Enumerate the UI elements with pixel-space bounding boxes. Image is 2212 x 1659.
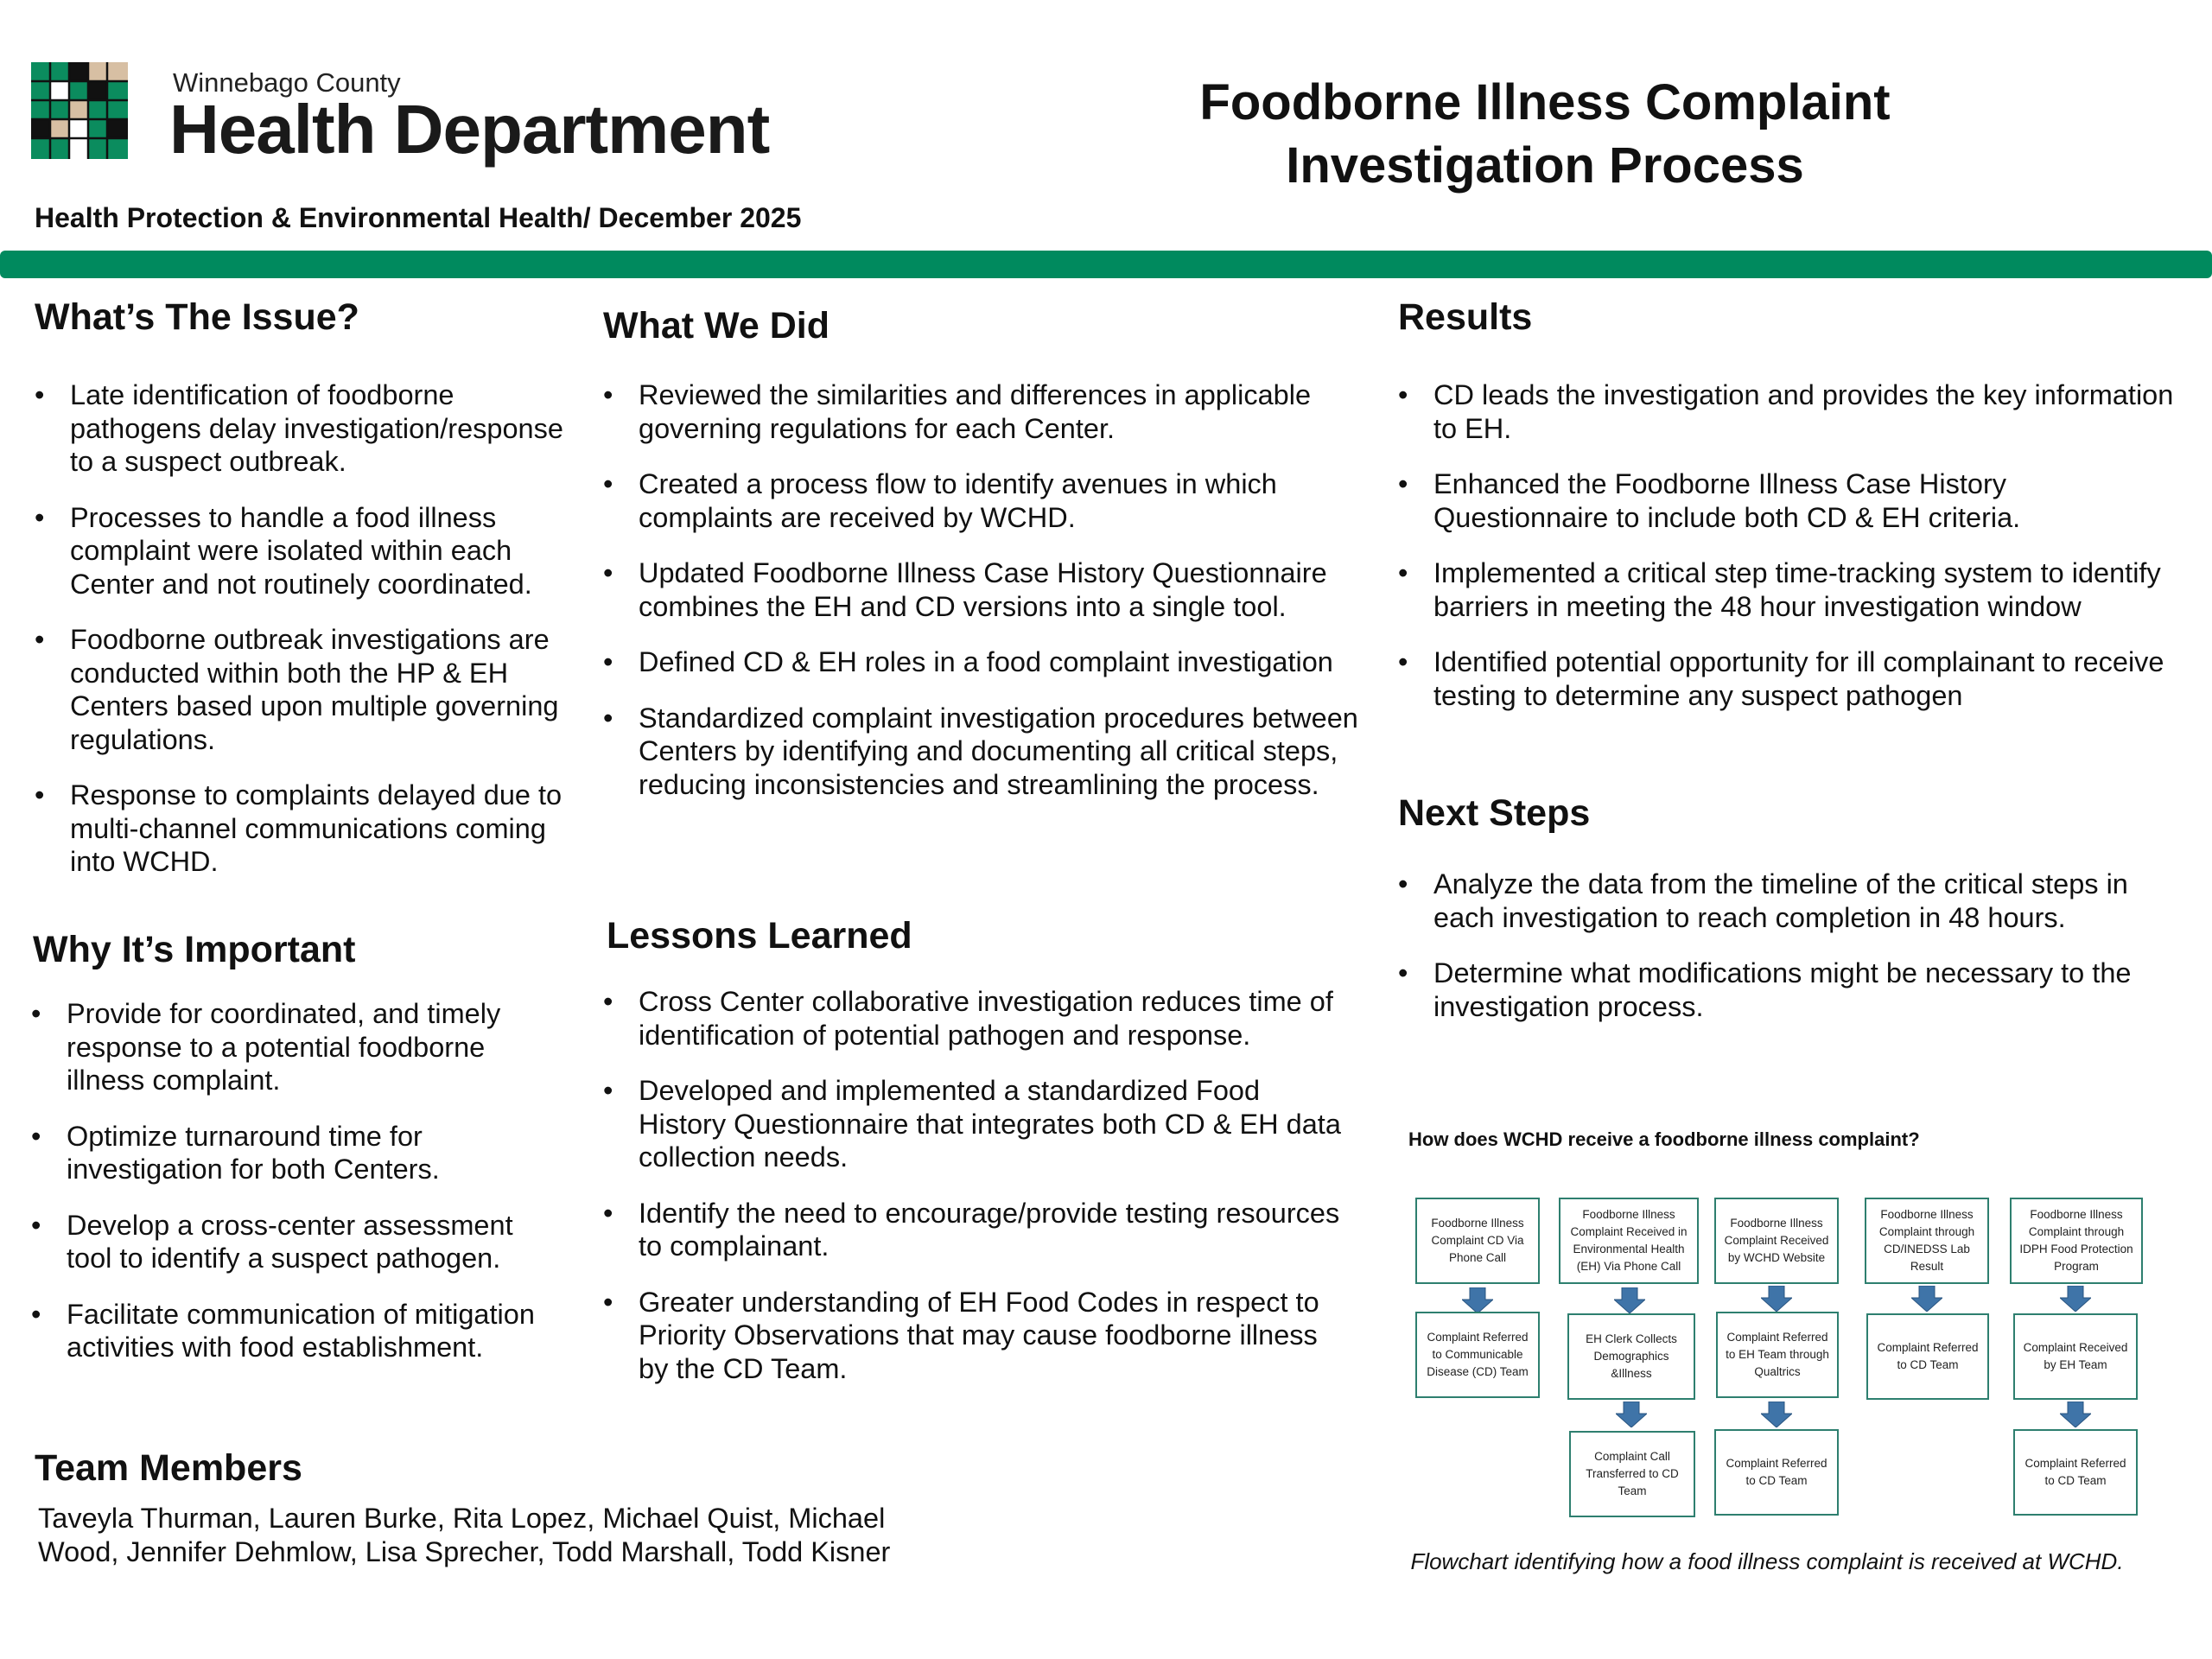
list-item: • Identify the need to encourage/provide testing resources to complainant. xyxy=(603,1197,1346,1263)
lessons-list xyxy=(603,985,1346,1408)
list-item: • Response to complaints delayed due to multi-channel communications coming into WCHD. xyxy=(35,779,588,879)
down-arrow-icon xyxy=(1761,1402,1792,1427)
list-item: • Determine what modifications might be necessary to the investigation process. xyxy=(1398,957,2176,1023)
flowchart-box: Foodborne Illness Complaint through IDPH Food Protection Program xyxy=(2010,1198,2143,1284)
next-steps-list xyxy=(1398,868,2176,1046)
flowchart-box: Foodborne Illness Complaint CD Via Phone Call xyxy=(1415,1198,1540,1284)
list-item: • Analyze the data from the timeline of the critical steps in each investigation to reach completion in 48 hours. xyxy=(1398,868,2176,934)
issue-list xyxy=(35,378,588,901)
flowchart-title: How does WCHD receive a foodborne illness complaint? xyxy=(1408,1128,1920,1150)
list-item: • Standardized complaint investigation procedures between Centers by identifying and documenting all critical steps, reducing inconsistencies and streamlining the process. xyxy=(603,702,1363,802)
flowchart-box: Foodborne Illness Complaint through CD/INEDSS Lab Result xyxy=(1865,1198,1989,1284)
list-item: • Reviewed the similarities and differences in applicable governing regulations for each Center. xyxy=(603,378,1363,445)
poster-title xyxy=(1113,71,1977,197)
list-item: • Implemented a critical step time-tracking system to identify barriers in meeting the 48 hour investigation window xyxy=(1398,556,2176,623)
poster-title-line-1: Foodborne Illness Complaint xyxy=(1199,74,1891,130)
team-heading: Team Members xyxy=(35,1447,302,1489)
down-arrow-icon xyxy=(1911,1286,1942,1312)
list-item: • Cross Center collaborative investigation reduces time of identification of potential pathogen and response. xyxy=(603,985,1346,1052)
poster-title-line-2: Investigation Process xyxy=(1286,137,1804,194)
list-item: • Identified potential opportunity for ill complainant to receive testing to determine any suspect pathogen xyxy=(1398,645,2176,712)
down-arrow-icon xyxy=(1616,1402,1647,1427)
list-item: • Greater understanding of EH Food Codes in respect to Priority Observations that may cause foodborne illness by the CD Team. xyxy=(603,1286,1346,1386)
flowchart-box: Complaint Referred to EH Team through Qualtrics xyxy=(1716,1312,1839,1398)
flowchart-box: Complaint Referred to Communicable Disease (CD) Team xyxy=(1415,1312,1540,1398)
did-list xyxy=(603,378,1363,823)
flowchart-box: EH Clerk Collects Demographics &Illness xyxy=(1567,1313,1695,1400)
flowchart-box: Complaint Call Transferred to CD Team xyxy=(1569,1431,1695,1517)
list-item: • Foodborne outbreak investigations are conducted within both the HP & EH Centers based upon multiple governing regulations. xyxy=(35,623,588,756)
issue-heading: What’s The Issue? xyxy=(35,296,359,338)
down-arrow-icon xyxy=(1761,1286,1792,1312)
list-item: • Developed and implemented a standardized Food History Questionnaire that integrates both CD & EH data collection needs. xyxy=(603,1074,1346,1174)
results-heading: Results xyxy=(1398,296,1533,338)
list-item: • Develop a cross-center assessment tool to identify a suspect pathogen. xyxy=(31,1209,550,1275)
next-steps-heading: Next Steps xyxy=(1398,792,1591,834)
list-item: • Processes to handle a food illness complaint were isolated within each Center and not routinely coordinated. xyxy=(35,501,588,601)
list-item: • Created a process flow to identify avenues in which complaints are received by WCHD. xyxy=(603,467,1363,534)
flowchart-box: Foodborne Illness Complaint Received in Environmental Health (EH) Via Phone Call xyxy=(1559,1198,1699,1284)
org-name-large: Health Department xyxy=(169,91,770,168)
logo-grid-icon xyxy=(31,62,128,159)
did-heading: What We Did xyxy=(603,305,830,346)
list-item: • Late identification of foodborne pathogens delay investigation/response to a suspect outbreak. xyxy=(35,378,588,479)
results-list xyxy=(1398,378,2176,734)
important-heading: Why It’s Important xyxy=(33,929,356,970)
list-item: • Optimize turnaround time for investigation for both Centers. xyxy=(31,1120,550,1186)
list-item: • Updated Foodborne Illness Case History Questionnaire combines the EH and CD versions into a single tool. xyxy=(603,556,1363,623)
flowchart-box: Foodborne Illness Complaint Received by WCHD Website xyxy=(1714,1198,1839,1284)
header-divider-bar xyxy=(0,251,2212,278)
list-item: • Enhanced the Foodborne Illness Case History Questionnaire to include both CD & EH criteria. xyxy=(1398,467,2176,534)
flowchart-caption: Flowchart identifying how a food illness complaint is received at WCHD. xyxy=(1410,1548,2124,1574)
flowchart-box: Complaint Referred to CD Team xyxy=(1714,1429,1839,1516)
department-date-line: Health Protection & Environmental Health/ December 2025 xyxy=(35,202,802,233)
list-item: • Defined CD & EH roles in a food complaint investigation xyxy=(603,645,1363,679)
down-arrow-icon xyxy=(2060,1402,2091,1427)
flowchart-box: Complaint Referred to CD Team xyxy=(1866,1313,1989,1400)
down-arrow-icon xyxy=(2060,1286,2091,1312)
important-list xyxy=(31,997,550,1387)
list-item: • Provide for coordinated, and timely response to a potential foodborne illness complaint. xyxy=(31,997,550,1097)
flowchart-box: Complaint Received by EH Team xyxy=(2013,1313,2138,1400)
lessons-heading: Lessons Learned xyxy=(607,915,912,957)
down-arrow-icon xyxy=(1614,1287,1645,1313)
list-item: • Facilitate communication of mitigation activities with food establishment. xyxy=(31,1298,550,1364)
flowchart-box: Complaint Referred to CD Team xyxy=(2013,1429,2138,1516)
down-arrow-icon xyxy=(1462,1287,1493,1313)
org-name-small: Winnebago County xyxy=(173,67,401,98)
list-item: • CD leads the investigation and provides the key information to EH. xyxy=(1398,378,2176,445)
team-member-names: Taveyla Thurman, Lauren Burke, Rita Lopez, Michael Quist, Michael Wood, Jennifer Dehmlow, Lisa Sprecher, Todd Marshall, Todd Kisner xyxy=(38,1503,891,1567)
